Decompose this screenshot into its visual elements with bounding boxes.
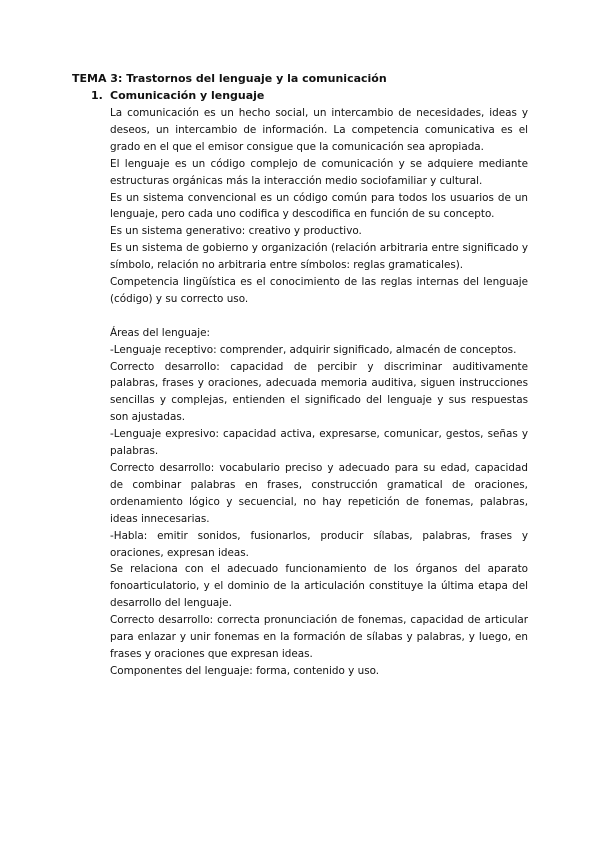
paragraph-expressive-language: -Lenguaje expresivo: capacidad activa, expresarse, comunicar, gestos, señas y palabras. [110,428,528,458]
paragraph-government-system: Es un sistema de gobierno y organización (relación arbitraria entre significado y símbolo, relación no arbitraria entre símbolos: reglas gramaticales). [110,242,528,272]
paragraph-communication: La comunicación es un hecho social, un intercambio de necesidades, ideas y deseos, un intercambio de información. La competencia comunicativa es el grado en el que el emisor consigue que la comunicación sea apropiada. [110,107,528,153]
paragraph-language-components: Componentes del lenguaje: forma, contenido y uso. [110,664,380,677]
section-title: Comunicación y lenguaje [110,89,265,102]
paragraph-receptive-language: -Lenguaje receptivo: comprender, adquirir significado, almacén de conceptos. [110,343,517,356]
paragraph-language-areas: Áreas del lenguaje: [110,326,210,339]
paragraph-expressive-development: Correcto desarrollo: vocabulario preciso y adecuado para su edad, capacidad de combinar palabras en frases, construcción gramatical de oraciones, ordenamiento lógico y secuencial, no hay repetición de fonemas, palabras, ideas innecesarias. [110,462,528,525]
paragraph-speech-articulation: Se relaciona con el adecuado funcionamiento de los órganos del aparato fonoarticulatorio, y el dominio de la articulación constituye la última etapa del desarrollo del lenguaje. [110,563,528,610]
paragraph-conventional-system: Es un sistema convencional es un código común para todos los usuarios de un lenguaje, pero cada uno codifica y descodifica en función de su concepto. [110,191,528,221]
document-heading: TEMA 3: Trastornos del lenguaje y la comunicación [72,72,387,85]
paragraph-language-definition: El lenguaje es un código complejo de comunicación y se adquiere mediante estructuras orgánicas más la interacción medio sociofamiliar y cultural. [110,157,528,187]
paragraph-linguistic-competence: Competencia lingüística es el conocimiento de las reglas internas del lenguaje (código) y su correcto uso. [110,276,528,305]
section-number: 1. [91,89,103,102]
paragraph-generative-system: Es un sistema generativo: creativo y productivo. [110,225,362,238]
paragraph-receptive-development: Correcto desarrollo: capacidad de percibir y discriminar auditivamente palabras, frases y oraciones, adecuada memoria auditiva, siguen instrucciones sencillas y complejas, entienden el significado del lenguaje y sus respuestas son ajustadas. [110,360,528,424]
paragraph-speech: -Habla: emitir sonidos, fusionarlos, producir sílabas, palabras, frases y oraciones, expresan ideas. [110,529,528,559]
paragraph-speech-development: Correcto desarrollo: correcta pronunciación de fonemas, capacidad de articular para enlazar y unir fonemas en la formación de sílabas y palabras, y luego, en frases y oraciones que expresan ideas. [110,614,528,660]
document-body [110,105,528,680]
